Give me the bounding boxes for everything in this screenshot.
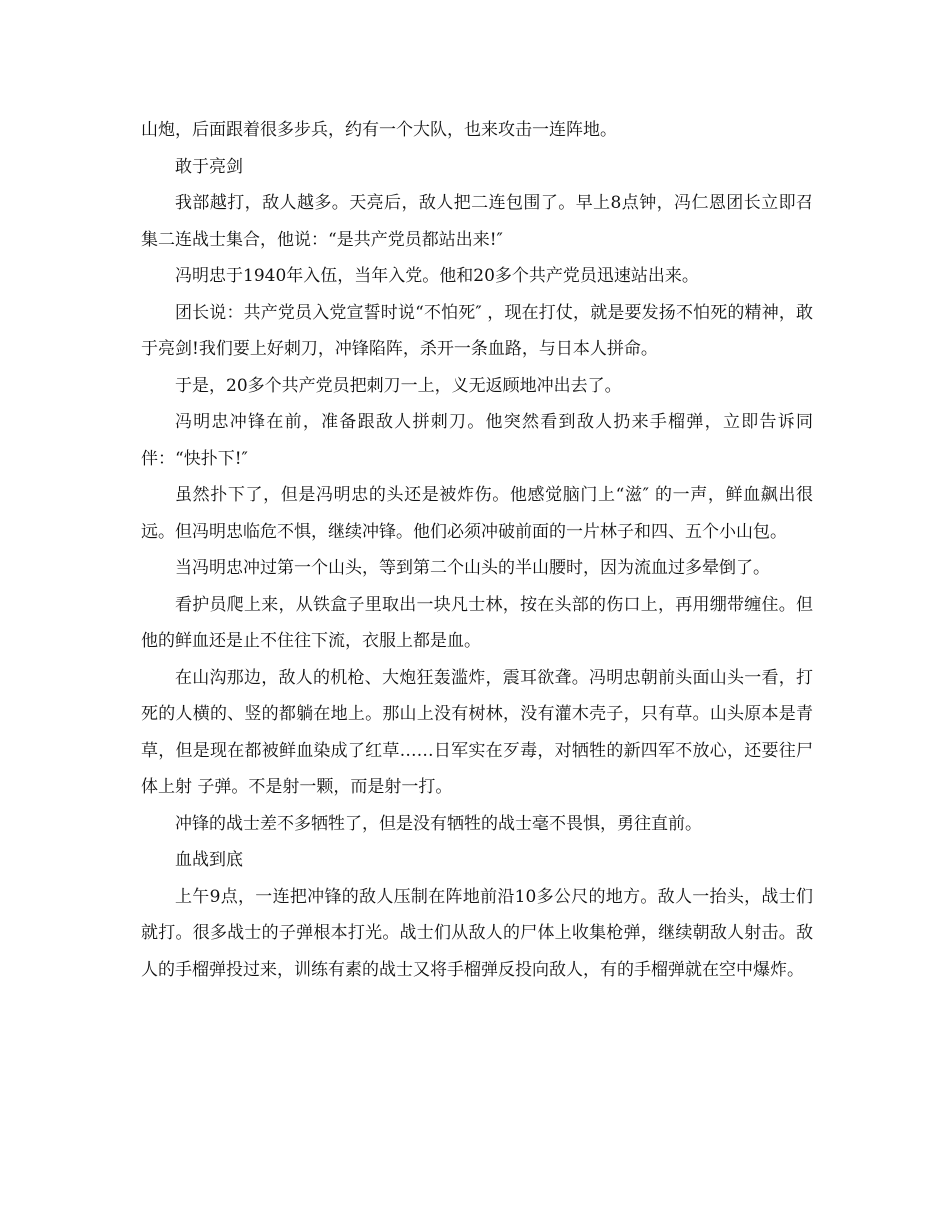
paragraph: 团长说：共产党员入党宣誓时说“不怕死″ ，现在打仗，就是要发扬不怕死的精神，敢于亮剑!我们要上好刺刀，冲锋陷阵，杀开一条血路，与日本人拼命。 [141, 302, 813, 359]
paragraph: 于是，20多个共产党员把刺刀一上，义无返顾地冲出去了。 [175, 375, 622, 396]
paragraph: 当冯明忠冲过第一个山头，等到第二个山头的半山腰时，因为流血过多晕倒了。 [175, 558, 770, 578]
paragraph: 我部越打，敌人越多。天亮后，敌人把二连包围了。早上8点钟，冯仁恩团长立即召集二连战士集合，他说：“是共产党员都站出来!″ [141, 193, 813, 250]
section-heading-fight-to-the-end: 血战到底 [175, 850, 243, 870]
document-body [141, 112, 813, 988]
paragraph: 在山沟那边，敌人的机枪、大炮狂轰滥炸，震耳欲聋。冯明忠朝前头面山头一看，打死的人横的、竖的都躺在地上。那山上没有树林，没有灌木壳子，只有草。山头原本是青草，但是现在都被鲜血染成了红草……日军实在歹毒，对牺牲的新四军不放心，还要往尸体上射 子弹。不是射一颗，而是射一打。 [141, 667, 813, 797]
paragraph: 上午9点，一连把冲锋的敌人压制在阵地前沿10多公尺的地方。敌人一抬头，战士们就打。很多战士的子弹根本打光。战士们从敌人的尸体上收集枪弹，继续朝敌人射击。敌人的手榴弹投过来，训练有素的战士又将手榴弹反投向敌人，有的手榴弹就在空中爆炸。 [141, 886, 813, 980]
section-heading-dare-to-draw-sword: 敢于亮剑 [175, 156, 243, 177]
paragraph: 冯明忠冲锋在前，准备跟敌人拼刺刀。他突然看到敌人扔来手榴弹，立即告诉同伴：“快扑下!″ [141, 412, 813, 469]
paragraph: 虽然扑下了，但是冯明忠的头还是被炸伤。他感觉脑门上“滋″ 的一声，鲜血飙出很远。但冯明忠临危不惧，继续冲锋。他们必须冲破前面的一片林子和四、五个小山包。 [141, 485, 813, 542]
paragraph-continuation: 山炮，后面跟着很多步兵，约有一个大队，也来攻击一连阵地。 [141, 120, 617, 140]
paragraph: 看护员爬上来，从铁盒子里取出一块凡士林，按在头部的伤口上，再用绷带缠住。但他的鲜血还是止不住往下流，衣服上都是血。 [141, 594, 813, 651]
paragraph: 冲锋的战士差不多牺牲了，但是没有牺牲的战士毫不畏惧，勇往直前。 [175, 813, 702, 834]
paragraph: 冯明忠于1940年入伍，当年入党。他和20多个共产党员迅速站出来。 [175, 266, 699, 286]
